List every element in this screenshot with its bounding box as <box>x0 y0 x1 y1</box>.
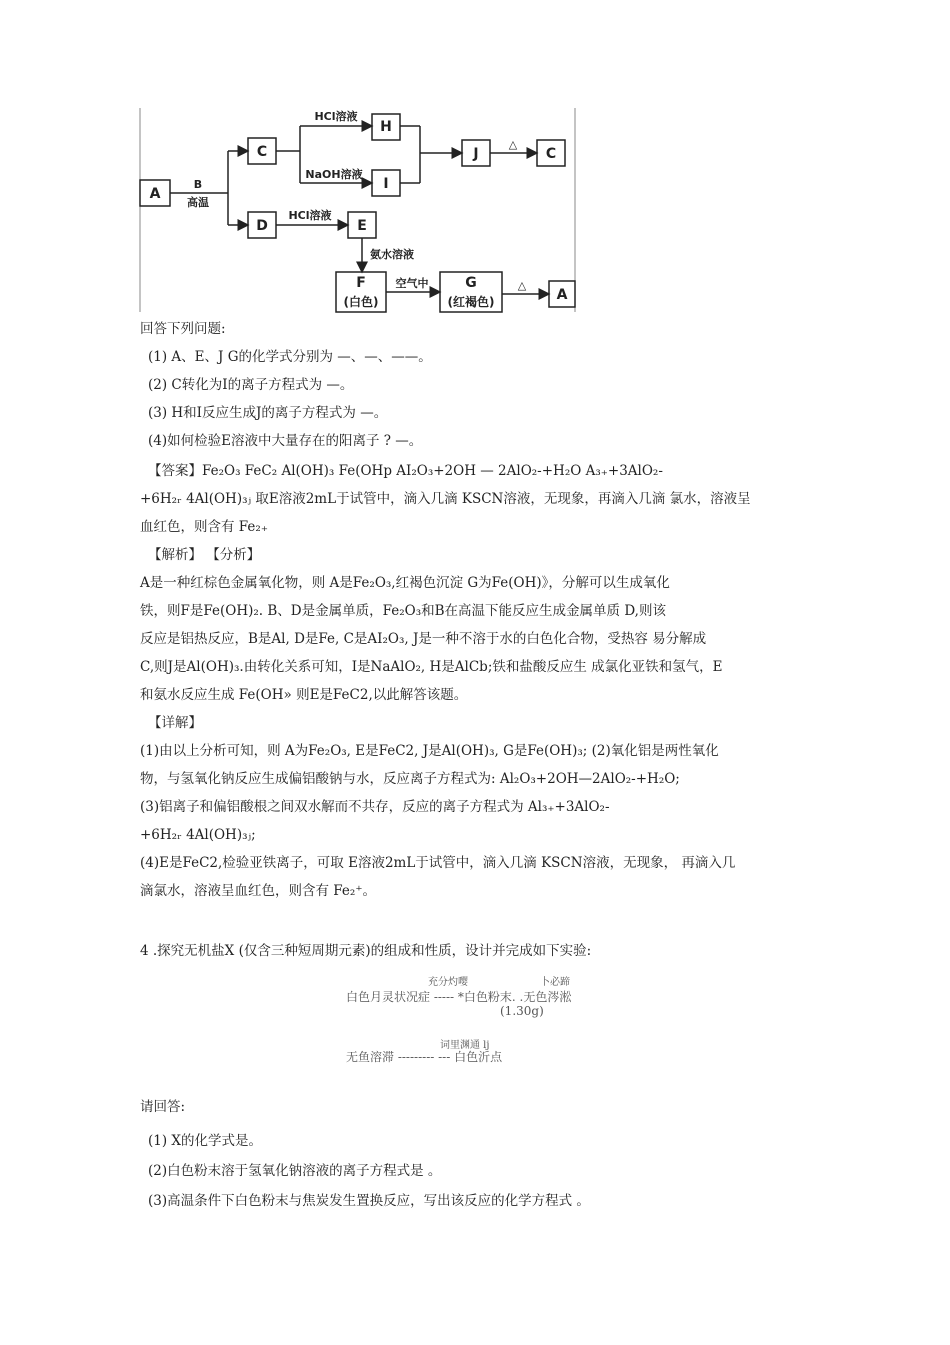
question-1: (1) A、E、J G的化学式分别为 —、—、——。 <box>148 349 432 365</box>
analysis-line: 铁，则F是Fe(OH)₂. B、D是金属单质，Fe₂O₃和B在高温下能反应生成金属单质 D,则该 <box>140 603 666 619</box>
detail-line: +6H₂ᵣ 4Al(OH)₃ⱼ; <box>140 827 256 843</box>
answer-line: +6H₂ᵣ 4Al(OH)₃ⱼ 取E溶液2mL于试管中，滴入几滴 KSCN溶液，无现象，再滴入几滴 氯水，溶液呈 <box>140 491 751 507</box>
detail-heading: 【详解】 <box>148 715 202 731</box>
label-heat2: △ <box>517 279 527 292</box>
label-air: 空气中 <box>395 277 429 290</box>
node-i: I <box>383 176 389 192</box>
node-f: F <box>356 275 366 291</box>
label-naoh: NaOH溶液 <box>305 168 363 181</box>
node-c: C <box>256 144 268 160</box>
label-hcl1: HCl溶液 <box>314 110 358 123</box>
analysis-line: C,则J是Al(OH)₃.由转化关系可知，I是NaAlO₂, H是AlCb;铁和盐酸反应生 成氯化亚铁和氢气，E <box>140 659 723 675</box>
sub-question-3: (3)高温条件下白色粉末与焦炭发生置换反应，写出该反应的化学方程式 。 <box>148 1193 590 1209</box>
analysis-line: 和氨水反应生成 Fe(OH» 则E是FeC2,以此解答该题。 <box>140 687 468 703</box>
answer-line: 【答案】Fe₂O₃ FeC₂ Al(OH)₃ Fe(OHp AI₂O₃+2OH — 2AlO₂-+H₂O A₃₊+3AlO₂- <box>148 463 663 479</box>
question-2: (2) C转化为I的离子方程式为 —。 <box>148 377 354 393</box>
sub-question-1: (1) X的化学式是。 <box>148 1133 263 1149</box>
node-j: J <box>473 146 479 162</box>
detail-line: 物，与氢氧化钠反应生成偏铝酸钠与水，反应离子方程式为: Al₂O₃+2OH—2AlO₂-+H₂O; <box>140 771 680 787</box>
exp-label-top1: 充分灼嘤 <box>428 977 468 988</box>
node-g: G <box>465 275 477 291</box>
exp-row-2: 无鱼溶滞 --------- --- 白色沂点 <box>346 1050 503 1064</box>
analysis-heading: 【解析】 【分析】 <box>148 547 261 563</box>
node-a: A <box>149 186 161 202</box>
detail-line: (3)铝离子和偏铝酸根之间双水解而不共存，反应的离子方程式为 Al₃₊+3AlO₂- <box>140 799 610 815</box>
analysis-line: A是一种红棕色金属氧化物，则 A是Fe₂O₃,红褐色沉淀 G为Fe(OH)》，分解可以生成氧化 <box>140 575 670 591</box>
question-4: (4)如何检验E溶液中大量存在的阳离子 ? —。 <box>148 433 423 449</box>
analysis-line: 反应是铝热反应，B是Al, D是Fe, C是AI₂O₃, J是一种不溶于水的白色化合物，受热容 易分解成 <box>140 631 707 647</box>
node-a2: A <box>556 287 568 303</box>
ask-line: 请回答: <box>140 1099 186 1115</box>
label-hcl2: HCl溶液 <box>288 209 332 222</box>
question-3: (3) H和I反应生成J的离子方程式为 —。 <box>148 405 388 421</box>
detail-line: (1)由以上分析可知，则 A为Fe₂O₃, E是FeC2, J是Al(OH)₃, G是Fe(OH)₃; (2)氧化铝是两性氧化 <box>140 743 719 759</box>
answer-line: 血红色，则含有 Fe₂₊ <box>140 519 268 535</box>
node-g-sub: (红褐色) <box>447 295 495 309</box>
exp-label-mid: 词里渊通 lj <box>440 1040 490 1051</box>
detail-line: 滴氯水，溶液呈血红色，则含有 Fe₂⁺。 <box>140 883 376 899</box>
label-heat1: △ <box>508 138 518 151</box>
sub-question-2: (2)白色粉末溶于氢氧化钠溶液的离子方程式是 。 <box>148 1163 442 1179</box>
label-b: B <box>193 178 203 191</box>
node-h: H <box>380 119 392 135</box>
text-line: 回答下列问题: <box>140 321 226 337</box>
node-f-sub: (白色) <box>343 295 379 309</box>
label-ammonia: 氨水溶液 <box>370 248 414 261</box>
exp-row-1: 白色月灵状况症 ----- *白色粉末. .无色涔淞 <box>346 990 572 1004</box>
exp-mass: (1.30g) <box>500 1004 544 1018</box>
reaction-flowchart <box>0 0 950 320</box>
node-d: D <box>256 218 268 234</box>
detail-line: (4)E是FeC2,检验亚铁离子，可取 E溶液2mL于试管中，滴入几滴 KSCN溶液，无现象， 再滴入几 <box>140 855 736 871</box>
node-c2: C <box>545 146 557 162</box>
exp-label-top2: 卜必蹄 <box>540 977 570 988</box>
node-e: E <box>357 218 367 234</box>
problem-4-title: 4 .探究无机盐X (仅含三种短周期元素)的组成和性质，设计并完成如下实验: <box>140 943 592 959</box>
label-high-temp: 高温 <box>187 196 209 209</box>
